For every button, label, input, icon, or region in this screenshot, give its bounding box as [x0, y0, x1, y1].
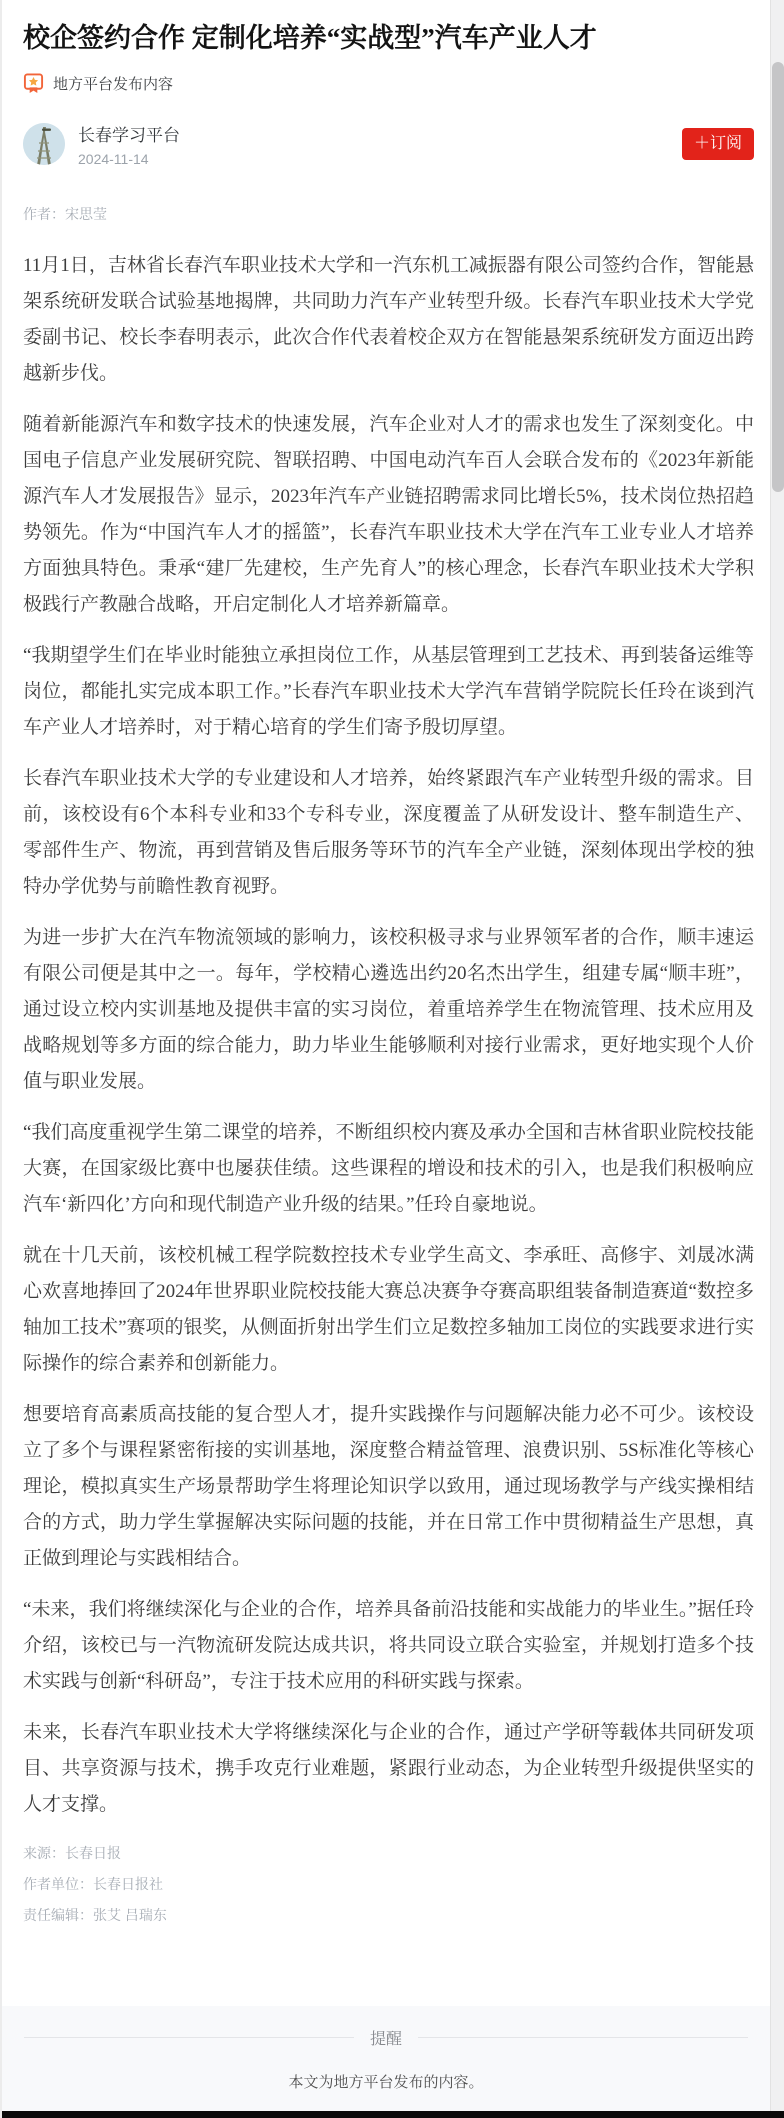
- publisher-meta: [78, 121, 180, 167]
- reminder-note: 本文为地方平台发布的内容。: [288, 2075, 484, 2091]
- article-paragraph: “我期望学生们在毕业时能独立承担岗位工作，从基层管理到工艺技术、再到装备运维等岗位，都能扎实完成本职工作。”长春汽车职业技术大学汽车营销学院院长任玲在谈到汽车产业人才培养时，对于精心培育的学生们寄予殷切厚望。: [23, 645, 754, 738]
- article-paragraph: “未来，我们将继续深化与企业的合作，培养具备前沿技能和实战能力的毕业生。”据任玲介绍，该校已与一汽物流研发院达成共识，将共同设立联合实验室，并规划打造多个技术实践与创新“科研岛”，专注于技术应用的科研实践与探索。: [23, 1599, 754, 1692]
- page-title: 校企签约合作 定制化培养“实战型”汽车产业人才: [23, 23, 597, 53]
- publisher-name[interactable]: 长春学习平台: [78, 126, 180, 145]
- article-paragraph: 11月1日，吉林省长春汽车职业技术大学和一汽东机工减振器有限公司签约合作，智能悬架系统研发联合试验基地揭牌，共同助力汽车产业转型升级。长春汽车职业技术大学党委副书记、校长李春明表示，此次合作代表着校企双方在智能悬架系统研发方面迈出跨越新步伐。: [23, 255, 754, 384]
- article-paragraph: 就在十几天前，该校机械工程学院数控技术专业学生高文、李承旺、高修宇、刘晟冰满心欢喜地捧回了2024年世界职业院校技能大赛总决赛争夺赛高职组装备制造赛道“数控多轴加工技术”赛项的银奖，从侧面折射出学生们立足数控多轴加工岗位的实践要求进行实际操作的综合素养和创新能力。: [23, 1245, 754, 1374]
- article-paragraph: 随着新能源汽车和数字技术的快速发展，汽车企业对人才的需求也发生了深刻变化。中国电子信息产业发展研究院、智联招聘、中国电动汽车百人会联合发布的《2023年新能源汽车人才发展报告》显示，2023年汽车产业链招聘需求同比增长5%，技术岗位热招趋势领先。作为“中国汽车人才的摇篮”，长春汽车职业技术大学在汽车工业专业人才培养方面独具特色。秉承“建厂先建校，生产先育人”的核心理念，长春汽车职业技术大学积极践行产教融合战略，开启定制化人才培养新篇章。: [23, 414, 754, 615]
- article-paragraph: 长春汽车职业技术大学的专业建设和人才培养，始终紧跟汽车产业转型升级的需求。目前，该校设有6个本科专业和33个专科专业，深度覆盖了从研发设计、整车制造生产、零部件生产、物流，再到营销及售后服务等环节的汽车全产业链，深刻体现出学校的独特办学优势与前瞻性教育视野。: [23, 768, 754, 897]
- publisher-avatar tower-avatar-icon[interactable]: [23, 123, 65, 165]
- article-paragraph: “我们高度重视学生第二课堂的培养，不断组织校内赛及承办全国和吉林省职业院校技能大赛，在国家级比赛中也屡获佳绩。这些课程的增设和技术的引入，也是我们积极响应汽车‘新四化’方向和现代制造产业升级的结果。”任玲自豪地说。: [23, 1122, 754, 1215]
- footer-meta: [23, 1843, 754, 1925]
- publisher-row: [23, 121, 754, 167]
- article-paragraph: 想要培育高素质高技能的复合型人才，提升实践操作与问题解决能力必不可少。该校设立了多个与课程紧密衔接的实训基地，深度整合精益管理、浪费识别、5S标准化等核心理论，模拟真实生产场景帮助学生将理论知识学以致用，通过现场教学与产线实操相结合的方式，助力学生掌握解决实际问题的技能，并在日常工作中贯彻精益生产思想，真正做到理论与实践相结合。: [23, 1404, 754, 1569]
- medal-icon: [23, 73, 44, 94]
- editors-line: 责任编辑：张艾 吕瑞东: [23, 1907, 167, 1923]
- platform-badge-label: 地方平台发布内容: [53, 76, 174, 93]
- article-paragraph: 未来，长春汽车职业技术大学将继续深化与企业的合作，通过产学研等载体共同研发项目、共享资源与技术，携手攻克行业难题，紧跟行业动态，为企业转型升级提供坚实的人才支撑。: [23, 1722, 754, 1815]
- platform-badge: [23, 73, 754, 94]
- reminder-heading: 提醒: [370, 2031, 403, 2048]
- divider-line: [24, 2037, 354, 2038]
- article-content: [2, 0, 784, 1936]
- article-paragraph: 为进一步扩大在汽车物流领域的影响力，该校积极寻求与业界领军者的合作，顺丰速运有限公司便是其中之一。每年，学校精心遴选出约20名杰出学生，组建专属“顺丰班”，通过设立校内实训基地及提供丰富的实习岗位，着重培养学生在物流管理、技术应用及战略规划等多方面的综合能力，助力毕业生能够顺利对接行业需求，更好地实现个人价值与职业发展。: [23, 927, 754, 1092]
- reminder-section: [2, 2006, 770, 2118]
- source-line: 来源：长春日报: [23, 1845, 121, 1861]
- reminder-divider: [24, 2026, 748, 2049]
- spacer: [2, 1936, 784, 2006]
- divider-line: [418, 2037, 748, 2038]
- author-unit-line: 作者单位：长春日报社: [23, 1876, 163, 1892]
- author-line: 作者：宋思莹: [23, 206, 107, 222]
- scrollbar-track[interactable]: [770, 0, 784, 2111]
- scrollbar-thumb[interactable]: [772, 62, 784, 492]
- window-bottom-edge: [2, 2111, 784, 2118]
- publish-date: 2024-11-14: [78, 151, 149, 167]
- subscribe-button[interactable]: ＋订阅: [682, 128, 754, 160]
- article-body: [23, 248, 754, 1823]
